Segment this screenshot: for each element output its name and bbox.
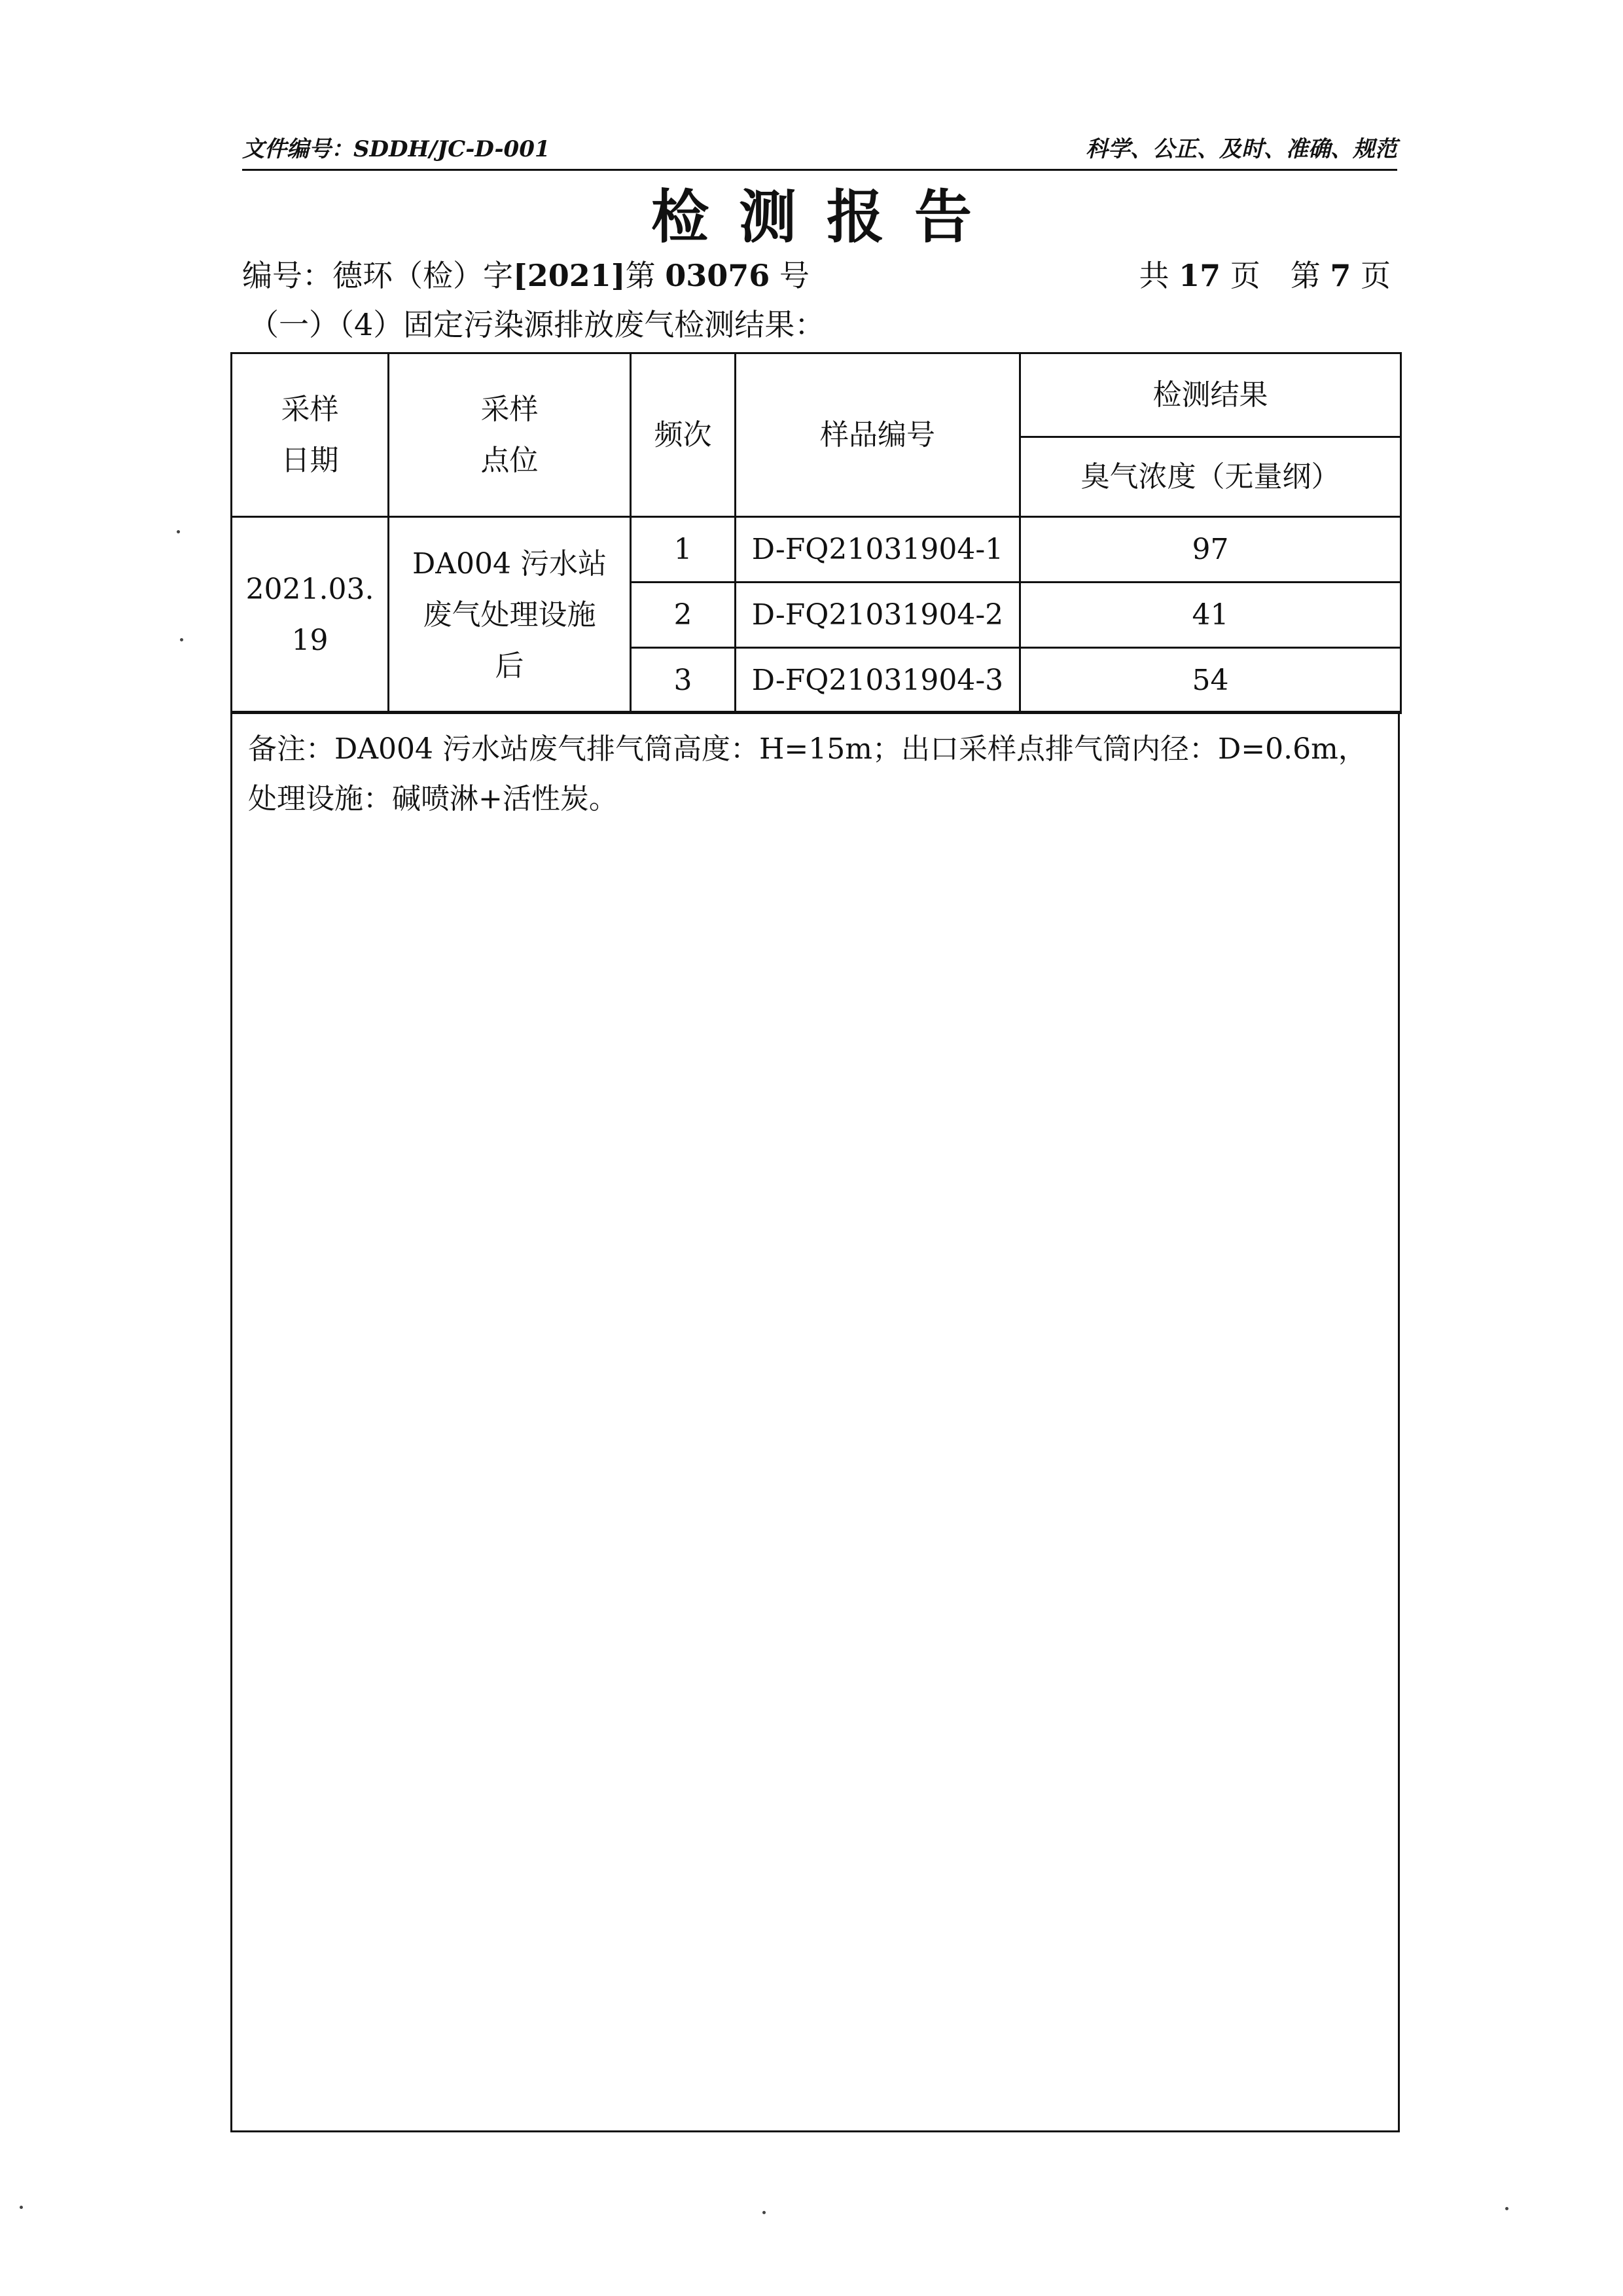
header-site-line1: 采样 [480, 392, 539, 426]
cell-odor: 41 [1020, 583, 1401, 648]
results-table [230, 352, 1402, 714]
report-number-serial: 03076 [665, 258, 770, 293]
header-odor-concentration: 臭气浓度（无量纲） [1020, 437, 1401, 517]
page-title: 检测报告 [651, 183, 1002, 251]
report-number-prefix: 编号：德环（检）字 [242, 258, 513, 293]
scan-speck [177, 530, 180, 533]
cell-frequency: 1 [631, 517, 736, 583]
header-results: 检测结果 [1020, 353, 1401, 437]
cell-frequency: 2 [631, 583, 736, 648]
cell-sample-id: D-FQ21031904-2 [736, 583, 1020, 648]
page-total: 17 [1179, 258, 1221, 293]
header-site-line2: 点位 [480, 443, 539, 477]
cell-sample-id: D-FQ21031904-3 [736, 648, 1020, 713]
cell-odor: 54 [1020, 648, 1401, 713]
table-row [232, 517, 1401, 583]
scan-speck [20, 2206, 23, 2209]
scan-speck [1505, 2207, 1508, 2210]
cell-frequency: 3 [631, 648, 736, 713]
header-sampling-date [232, 353, 389, 517]
motto: 科学、公正、及时、准确、规范 [1086, 136, 1397, 162]
scan-speck [180, 638, 183, 641]
date-line1: 2021.03. [245, 572, 374, 606]
site-line3: 后 [495, 649, 524, 683]
date-line2: 19 [291, 623, 329, 657]
page-header [242, 131, 1397, 163]
header-frequency: 频次 [631, 353, 736, 517]
page-count [1139, 252, 1391, 295]
report-number [242, 252, 810, 295]
report-number-mid: 第 [625, 258, 666, 293]
notes-box [230, 711, 1400, 2132]
report-number-suffix: 号 [770, 258, 810, 293]
notes-line2: 处理设施：碱喷淋+活性炭。 [248, 782, 618, 816]
section-title: （一）（4）固定污染源排放废气检测结果： [249, 307, 825, 342]
notes-line1: 备注：DA004 污水站废气排气筒高度：H=15m；出口采样点排气筒内径：D=0.6m， [248, 732, 1367, 766]
report-number-year: [2021] [513, 258, 626, 293]
header-sampling-site [389, 353, 631, 517]
page-current: 7 [1330, 258, 1351, 293]
page-count-suffix: 页 [1351, 258, 1391, 293]
cell-sampling-date [232, 517, 389, 713]
page-count-prefix: 共 [1139, 258, 1179, 293]
document-code: 文件编号：SDDH/JC-D-001 [242, 136, 550, 162]
cell-sample-id: D-FQ21031904-1 [736, 517, 1020, 583]
page-count-mid: 页 第 [1221, 258, 1330, 293]
report-number-row [242, 252, 1391, 295]
cell-odor: 97 [1020, 517, 1401, 583]
table-header-row [232, 353, 1401, 437]
scan-speck [762, 2211, 766, 2214]
site-line1: DA004 污水站 [412, 547, 607, 581]
cell-sampling-site [389, 517, 631, 713]
header-date-line2: 日期 [281, 443, 339, 477]
header-sample-id: 样品编号 [736, 353, 1020, 517]
header-rule [242, 169, 1397, 171]
header-date-line1: 采样 [281, 392, 339, 426]
site-line2: 废气处理设施 [423, 598, 596, 632]
